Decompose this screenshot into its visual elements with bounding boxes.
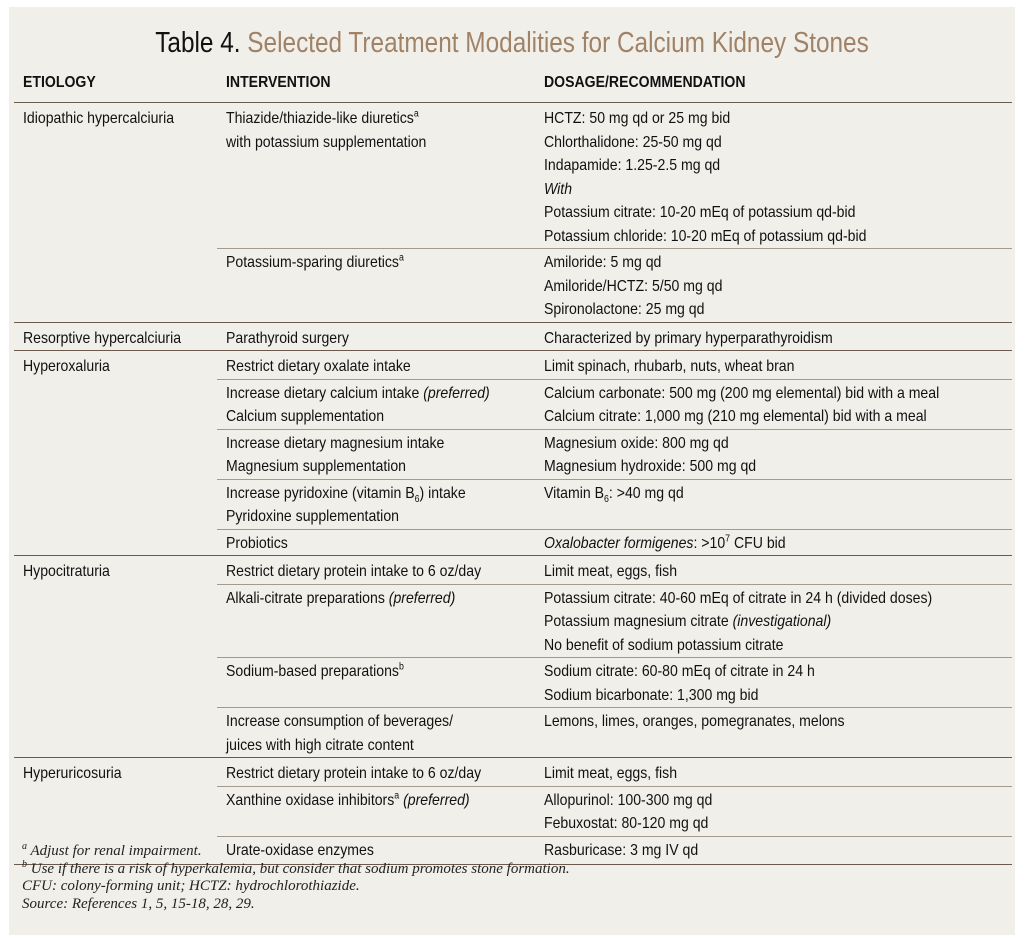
dosage-line: Chlorthalidone: 25-50 mg qd — [544, 133, 722, 151]
intervention-line: Probiotics — [226, 534, 288, 552]
dosage-cell — [535, 658, 1012, 708]
intervention-line: Alkali-citrate preparations (preferred) — [226, 589, 456, 607]
intervention-line: Sodium-based preparations$^b$ — [226, 661, 404, 680]
dosage-line: Potassium magnesium citrate (investigational) — [544, 613, 832, 630]
intervention-cell — [217, 429, 535, 479]
intervention-line: Restrict dietary oxalate intake — [226, 358, 411, 375]
etiology-cell: Idiopathic hypercalciuria — [14, 103, 217, 323]
dosage-line: No benefit of sodium potassium citrate — [544, 636, 784, 654]
table-panel — [9, 7, 1015, 935]
intervention-cell — [217, 322, 535, 351]
dosage-line: Potassium citrate: 40-60 mEq of citrate in 24 h (divided doses) — [544, 589, 933, 607]
intervention-line: Magnesium supplementation — [226, 458, 407, 475]
intervention-cell — [217, 584, 535, 658]
dosage-line: Characterized by primary hyperparathyroidism — [544, 329, 833, 347]
column-header-dosage: DOSAGE/RECOMMENDATION — [535, 67, 1012, 103]
intervention-cell — [217, 708, 535, 758]
etiology-cell: Hypocitraturia — [14, 556, 217, 758]
dosage-cell — [535, 529, 1012, 556]
intervention-line: Increase dietary magnesium intake — [226, 434, 445, 452]
table-row — [14, 351, 1012, 380]
intervention-line: Parathyroid surgery — [226, 329, 349, 347]
header-row — [14, 67, 1012, 103]
intervention-line: juices with high citrate content — [226, 736, 414, 754]
dosage-cell — [535, 429, 1012, 479]
dosage-cell — [535, 479, 1012, 529]
intervention-cell — [217, 249, 535, 323]
etiology-cell: Hyperoxaluria — [14, 351, 217, 556]
dosage-cell — [535, 758, 1012, 787]
column-header-etiology: ETIOLOGY — [14, 67, 217, 103]
footnote: $^b$ Use if there is a risk of hyperkalemia, but consider that sodium promotes stone formation. — [22, 858, 570, 877]
intervention-cell — [217, 786, 535, 836]
dosage-cell — [535, 786, 1012, 836]
dosage-line: Sodium bicarbonate: 1,300 mg bid — [544, 686, 759, 704]
dosage-line: Amiloride/HCTZ: 5/50 mg qd — [544, 277, 723, 295]
dosage-line: Magnesium oxide: 800 mg qd — [544, 434, 729, 452]
dosage-line: With — [544, 180, 573, 198]
table-number: Table 4. — [155, 27, 241, 59]
dosage-line: Vitamin $B_6$: >40 mg qd — [544, 484, 684, 505]
intervention-cell — [217, 103, 535, 249]
treatment-table — [14, 67, 1012, 865]
table-row — [14, 758, 1012, 787]
intervention-line: Restrict dietary protein intake to 6 oz/day — [226, 765, 482, 782]
footnotes — [22, 843, 570, 913]
dosage-line: Sodium citrate: 60-80 mEq of citrate in 24 h — [544, 663, 815, 680]
dosage-line: Indapamide: 1.25-2.5 mg qd — [544, 157, 721, 174]
dosage-line: HCTZ: 50 mg qd or 25 mg bid — [544, 110, 731, 127]
footnote: Source: References 1, 5, 15-18, 28, 29. — [22, 895, 255, 912]
table-row — [14, 103, 1012, 249]
dosage-line: Rasburicase: 3 mg IV qd — [544, 841, 699, 859]
dosage-line: Febuxostat: 80-120 mg qd — [544, 815, 709, 832]
etiology-cell: Resorptive hypercalciuria — [14, 322, 217, 351]
dosage-line: Amiloride: 5 mg qd — [544, 254, 662, 271]
table-caption: Selected Treatment Modalities for Calcium Kidney Stones — [247, 27, 869, 59]
intervention-line: with potassium supplementation — [226, 133, 427, 151]
intervention-cell — [217, 351, 535, 380]
intervention-line: Potassium-sparing diuretics$^a$ — [226, 252, 404, 271]
table-row — [14, 556, 1012, 585]
intervention-line: Urate-oxidase enzymes — [226, 841, 374, 859]
intervention-cell — [217, 479, 535, 529]
etiology-cell: Hyperuricosuria — [14, 758, 217, 865]
table-title — [89, 26, 934, 60]
dosage-cell — [535, 836, 1012, 865]
dosage-cell — [535, 322, 1012, 351]
intervention-cell — [217, 758, 535, 787]
intervention-cell — [217, 556, 535, 585]
dosage-line: Lemons, limes, oranges, pomegranates, melons — [544, 713, 845, 730]
intervention-line: Restrict dietary protein intake to 6 oz/day — [226, 563, 482, 580]
dosage-line: Magnesium hydroxide: 500 mg qd — [544, 458, 757, 475]
dosage-line: Allopurinol: 100-300 mg qd — [544, 791, 713, 809]
intervention-cell — [217, 529, 535, 556]
dosage-cell — [535, 249, 1012, 323]
dosage-line: Spironolactone: 25 mg qd — [544, 301, 705, 318]
dosage-cell — [535, 584, 1012, 658]
intervention-line: Thiazide/thiazide-like diuretics$^a$ — [226, 108, 419, 127]
dosage-cell — [535, 556, 1012, 585]
dosage-line: Calcium carbonate: 500 mg (200 mg elemental) bid with a meal — [544, 384, 940, 402]
table-row — [14, 322, 1012, 351]
dosage-line: Oxalobacter formigenes: $>10^7$ CFU bid — [544, 533, 786, 552]
dosage-line: Potassium chloride: 10-20 mEq of potassium qd-bid — [544, 227, 867, 245]
intervention-line: Xanthine oxidase inhibitors$^a$ (preferred) — [226, 790, 470, 809]
dosage-line: Calcium citrate: 1,000 mg (210 mg elemental) bid with a meal — [544, 408, 927, 425]
intervention-line: Pyridoxine supplementation — [226, 508, 399, 525]
footnote: $^a$ Adjust for renal impairment. — [22, 841, 202, 859]
dosage-cell — [535, 379, 1012, 429]
intervention-line: Increase dietary calcium intake (preferred) — [226, 384, 490, 402]
intervention-line: Increase consumption of beverages/ — [226, 713, 453, 730]
footnote: CFU: colony-forming unit; HCTZ: hydrochlorothiazide. — [22, 878, 360, 895]
dosage-cell — [535, 103, 1012, 249]
dosage-line: Limit spinach, rhubarb, nuts, wheat bran — [544, 358, 795, 375]
dosage-line: Limit meat, eggs, fish — [544, 765, 678, 782]
column-header-intervention: INTERVENTION — [217, 67, 535, 103]
intervention-line: Calcium supplementation — [226, 408, 385, 425]
dosage-line: Potassium citrate: 10-20 mEq of potassium qd-bid — [544, 204, 856, 221]
dosage-line: Limit meat, eggs, fish — [544, 563, 678, 580]
dosage-cell — [535, 351, 1012, 380]
intervention-cell — [217, 658, 535, 708]
intervention-line: Increase pyridoxine (vitamin $B_6$) intake — [226, 484, 466, 505]
dosage-cell — [535, 708, 1012, 758]
intervention-cell — [217, 379, 535, 429]
